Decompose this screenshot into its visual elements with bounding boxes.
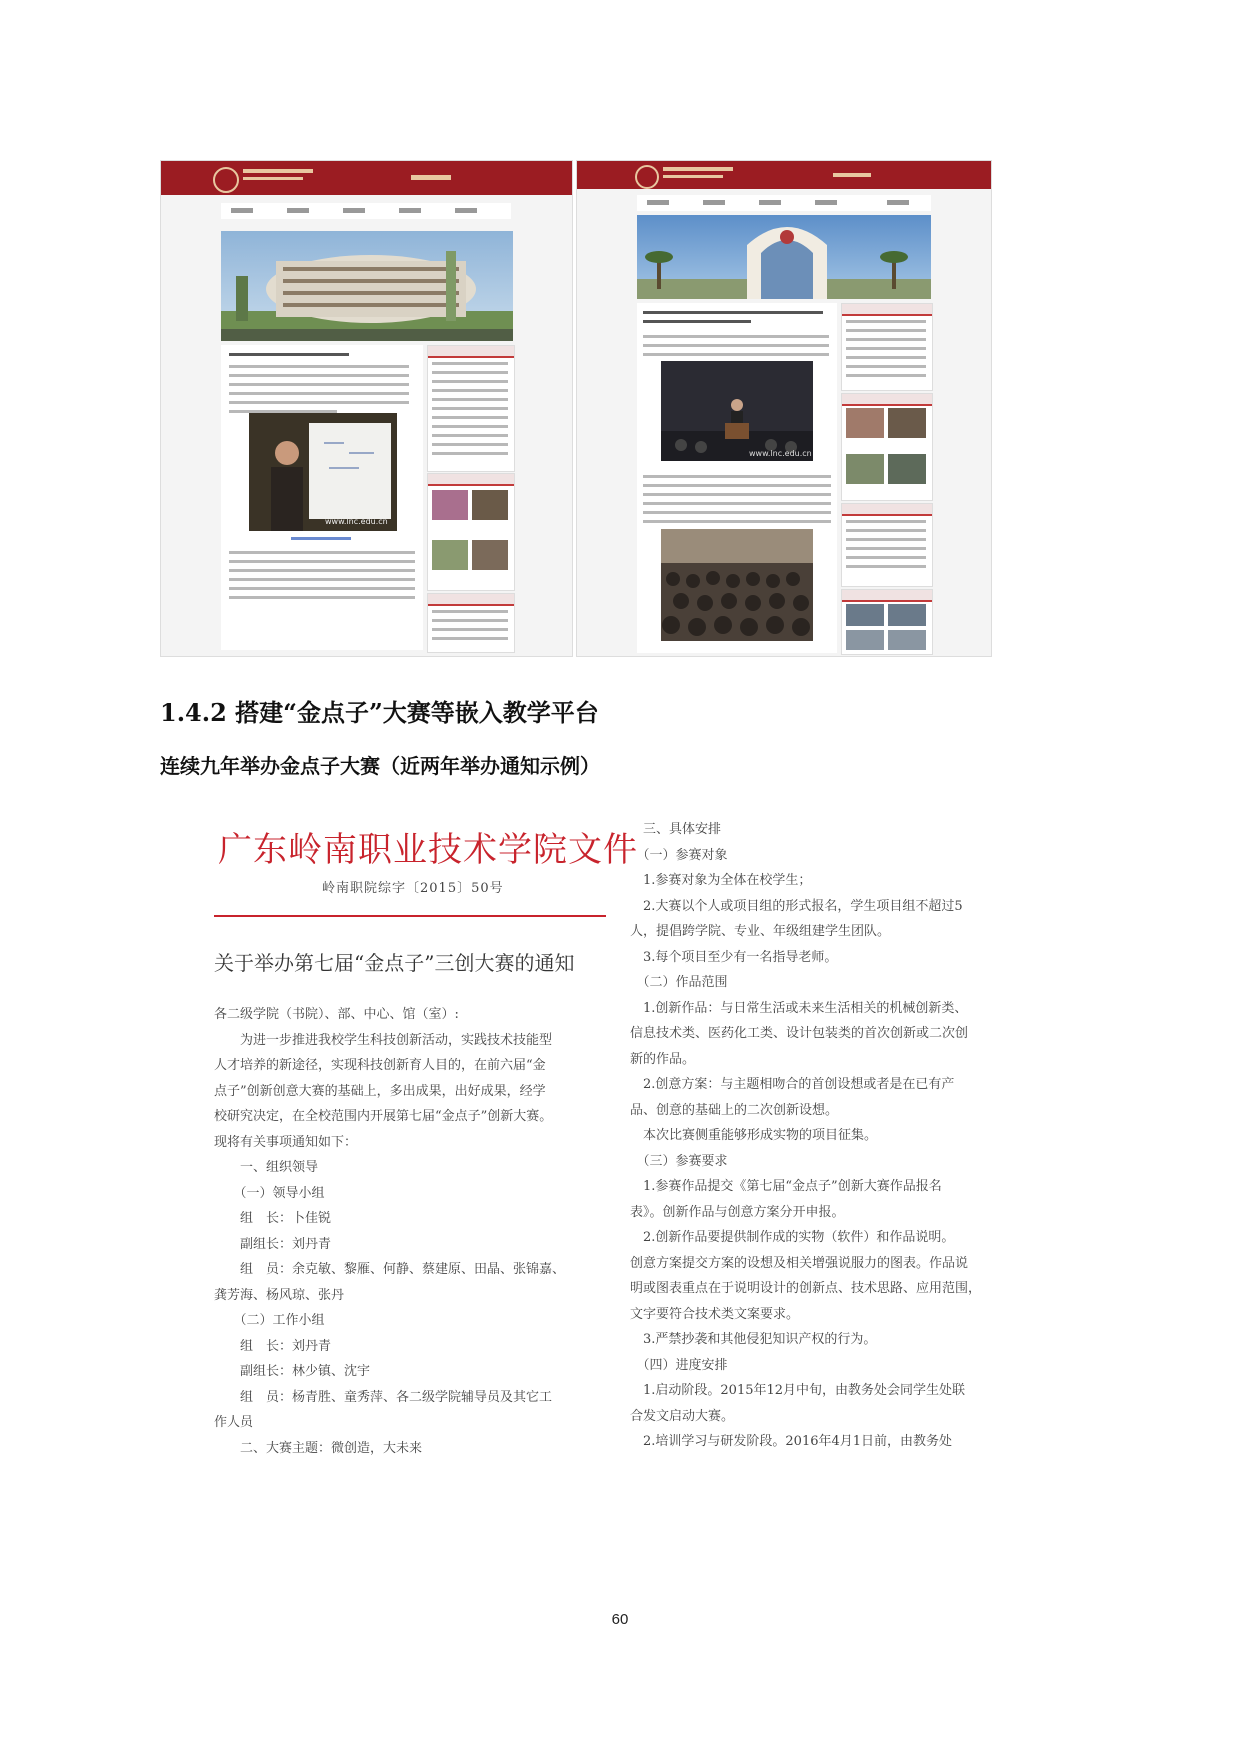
header-link	[411, 175, 451, 180]
doc-line: 明或图表重点在于说明设计的创新点、技术思路、应用范围，	[630, 1281, 982, 1296]
article-body	[637, 303, 837, 653]
document-left-column	[214, 1002, 614, 1461]
doc-line: 组 长：卜佳锐	[214, 1211, 332, 1226]
doc-line: 校研究决定，在全校范围内开展第七届“金点子”创新大赛。	[214, 1109, 553, 1124]
doc-line: 点子”创新创意大赛的基础上，多出成果，出好成果，经学	[214, 1083, 546, 1099]
doc-line: 2.大赛以个人或项目组的形式报名，学生项目组不超过5	[630, 898, 963, 914]
sidebar-news	[841, 303, 933, 391]
doc-line: 龚芳海、杨风琼、张丹	[214, 1287, 345, 1303]
doc-line: 各二级学院（书院）、部、中心、馆（室）:	[214, 1007, 459, 1022]
doc-line: 作人员	[214, 1415, 254, 1430]
doc-line: 副组长：刘丹青	[214, 1236, 332, 1252]
doc-line: 三、具体安排	[630, 822, 722, 837]
sidebar-photos	[841, 393, 933, 501]
doc-line: 人，提倡跨学院、专业、年级组建学生团队。	[630, 924, 891, 939]
doc-line: 人才培养的新途径，实现科技创新育人目的，在前六届“金	[214, 1058, 546, 1073]
doc-line: 二、大赛主题：微创造，大未来	[214, 1440, 423, 1456]
photo-watermark: www.lnc.edu.cn	[325, 517, 388, 526]
doc-line: 本次比赛侧重能够形成实物的项目征集。	[630, 1128, 878, 1143]
photo-watermark: www.lnc.edu.cn	[749, 449, 812, 458]
doc-line: （三）参赛要求	[630, 1153, 728, 1169]
document-org-header: 广东岭南职业技术学院文件	[218, 830, 638, 870]
logo-text	[243, 169, 313, 173]
doc-line: （二）作品范围	[630, 975, 728, 990]
doc-line: 文字要符合技术类文案要求。	[630, 1306, 800, 1322]
doc-line: 信息技术类、医药化工类、设计包装类的首次创新或二次创	[630, 1026, 969, 1041]
doc-line: 组 员：余克敏、黎雁、何静、蔡建原、田晶、张锦嘉、	[214, 1262, 566, 1277]
college-logo	[635, 165, 659, 189]
building-photo	[221, 231, 513, 341]
doc-line: 副组长：林少镇、沈宇	[214, 1364, 371, 1379]
document-number: 岭南职院综字〔2015〕50号	[322, 881, 504, 896]
doc-line: 组 长：刘丹青	[214, 1338, 332, 1354]
doc-line: 组 员：杨青胜、童秀萍、各二级学院辅导员及其它工	[214, 1389, 553, 1405]
doc-line: （一）领导小组	[214, 1185, 325, 1201]
doc-line: （一）参赛对象	[630, 847, 728, 863]
doc-line: 品、创意的基础上的二次创新设想。	[630, 1102, 839, 1118]
site-nav	[221, 203, 511, 219]
doc-line: 一、组织领导	[214, 1160, 319, 1175]
section-heading: 1.4.2 搭建“金点子”大赛等嵌入教学平台	[160, 698, 599, 727]
section-subheading: 连续九年举办金点子大赛（近两年举办通知示例）	[160, 754, 600, 778]
doc-line: 表》。创新作品与创意方案分开申报。	[630, 1204, 845, 1220]
sidebar-gallery	[841, 589, 933, 655]
banner-image	[637, 215, 931, 299]
document-red-rule	[214, 915, 606, 917]
doc-line: （四）进度安排	[630, 1357, 728, 1373]
doc-line: 1.创新作品：与日常生活或未来生活相关的机械创新类、	[630, 1000, 968, 1016]
sidebar-links	[427, 593, 515, 653]
sidebar-news	[427, 345, 515, 472]
doc-line: 2.创意方案：与主题相吻合的首创设想或者是在已有产	[630, 1077, 955, 1092]
doc-line: 3.严禁抄袭和其他侵犯知识产权的行为。	[630, 1332, 877, 1347]
doc-line: 2.创新作品要提供制作成的实物（软件）和作品说明。	[630, 1230, 955, 1245]
sidebar-photos	[427, 473, 515, 591]
banner-image	[221, 231, 513, 341]
doc-line: 1.参赛对象为全体在校学生；	[630, 873, 812, 888]
doc-line: （二）工作小组	[214, 1313, 325, 1328]
site-nav	[637, 195, 931, 211]
document-right-column	[630, 817, 1035, 1455]
doc-line: 创意方案提交方案的设想及相关增强说服力的图表。作品说	[630, 1255, 969, 1271]
page-number: 60	[611, 1611, 629, 1628]
doc-line: 新的作品。	[630, 1051, 696, 1067]
audience-photo	[661, 529, 813, 641]
doc-line: 为进一步推进我校学生科技创新活动，实践技术技能型	[214, 1032, 553, 1048]
college-logo	[213, 167, 239, 193]
doc-line: 合发文启动大赛。	[630, 1408, 735, 1424]
doc-line: 3.每个项目至少有一名指导老师。	[630, 949, 838, 965]
doc-line: 1.参赛作品提交《第七届“金点子”创新大赛作品报名	[630, 1179, 942, 1194]
lecture-photo	[661, 361, 813, 461]
article-body	[221, 345, 423, 650]
campus-gate-photo	[637, 215, 931, 299]
doc-line: 1.启动阶段。2015年12月中旬，由教务处会同学生处联	[630, 1383, 966, 1398]
website-screenshot-left	[160, 160, 573, 657]
website-screenshot-right	[576, 160, 992, 657]
sidebar-links	[841, 503, 933, 587]
doc-line: 2.培训学习与研发阶段。2016年4月1日前，由教务处	[630, 1434, 953, 1449]
document-title: 关于举办第七届“金点子”三创大赛的通知	[214, 951, 575, 975]
article-photo	[249, 413, 397, 531]
doc-line: 现将有关事项通知如下：	[214, 1134, 358, 1150]
